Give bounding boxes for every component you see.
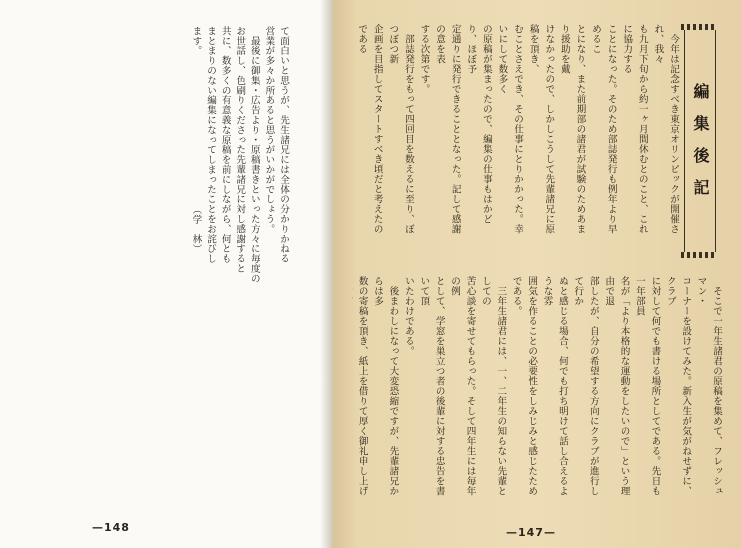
right-page-body-upper: 今年は記念すべき東京オリンピックが開催され、我々 も九月下旬から約一ヶ月間休むとのこと、これに協力する ことになった。そのため部誌発行も例年より早めるこ とになり、また前期部の諸君が試験のためあまり援助を戴 けなかったので、しかしこうして先輩諸兄に原稿を頂き、 むことさえでき、その仕事にとりかかった。幸いにして数多く の原稿が集まったので、編集の仕事もはかどり、ほぼ予 定通りに発行できることとなった。記して感謝の意を表 する次第です。 部誌発行をもって四回目を数えるに至り、ぼつぼつ新 企画を目指してスタートすべき頃だと考えたのである	[356, 24, 679, 234]
page-gutter	[320, 0, 333, 548]
page-title: 編集後記	[691, 83, 710, 211]
right-page-body-lower: そこで一年生諸君の原稿を集めて、フレッシュマン・ コーナーを設けてみた。新入生が気がねせずに、クラブ に対して何でも書ける場所としてである。先日も一年部員 名が「より本格的な運動をしたいので」という理由で退 部したが、自分の希望する方向にクラブが進行して行か ぬと感じる場合、何でも打ち明けて話し合えるような雰 囲気を作ることの必要性をしみじみと感じたためである。 三年生諸君には、一、二年生の知らない先輩としての 苦心談を寄せてもらった。そして四年生には毎年の例 として、学窓を巣立つ者の後輩に対する忠告を書いて頂 いたわけである。 後まわしになって大変恐縮ですが、先輩諸兄からは多 数の寄稿を頂き、紙上を借りて厚く御礼申し上げ	[356, 276, 722, 496]
left-page-body-text: て面白いと思うが、先生諸兄には全体の分かりかねる 営業が多々か所あると思うがいかがでしょう。 最後に御集・広告より・原稿書きといった方々に毎度の お世話し、色刷りくださった先輩諸兄に対し感謝すると 共に、数多くの有意義な原稿を前にしながら、何とも まとまりのない編集になってしまったことをお詫びし ます。 （学 林）	[190, 26, 289, 284]
right-page-number: —147—	[506, 526, 556, 539]
left-page-number: —148	[92, 521, 130, 534]
